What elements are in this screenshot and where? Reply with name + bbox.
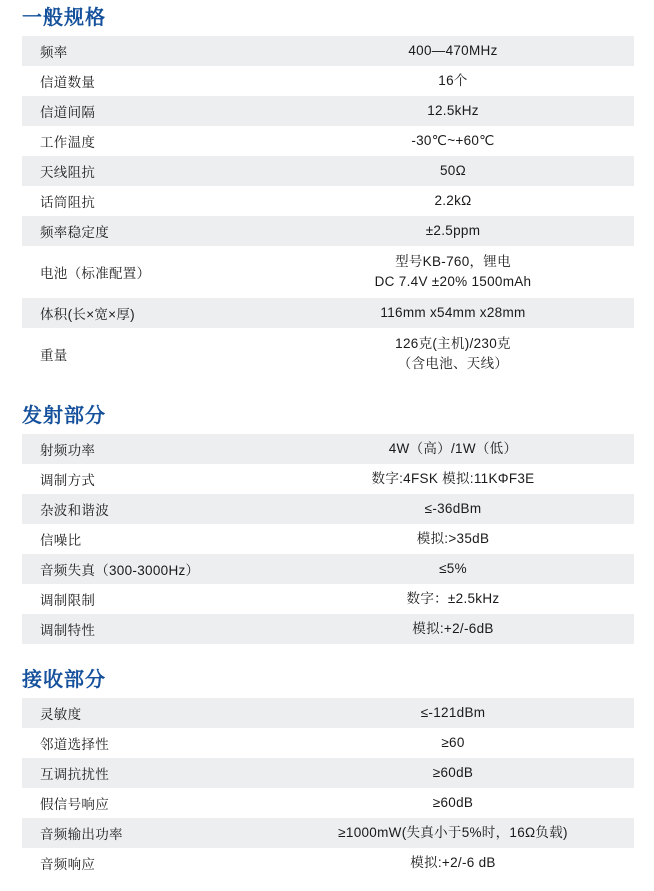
spec-label: 工作温度 — [22, 126, 272, 156]
spec-value-line: 400—470MHz — [408, 43, 498, 59]
table-row — [22, 126, 634, 156]
spec-value-line: ≤-36dBm — [424, 501, 482, 517]
table-row — [22, 434, 634, 464]
spec-value — [272, 554, 634, 584]
spec-label: 调制特性 — [22, 614, 272, 644]
spec-value — [272, 524, 634, 554]
spec-value — [272, 818, 634, 848]
spec-label: 音频失真（300-3000Hz） — [22, 554, 272, 584]
spec-label: 频率稳定度 — [22, 216, 272, 246]
spec-label: 灵敏度 — [22, 698, 272, 728]
spec-value — [272, 584, 634, 614]
spec-value-line: 12.5kHz — [427, 103, 479, 119]
table-row — [22, 156, 634, 186]
spec-label: 信噪比 — [22, 524, 272, 554]
spec-value-line: 模拟:+2/-6dB — [412, 621, 494, 637]
spec-value-line: ≥60dB — [432, 795, 474, 811]
spec-value-line: （含电池、天线） — [397, 356, 509, 371]
table-row — [22, 524, 634, 554]
spec-value — [272, 758, 634, 788]
spec-label: 信道数量 — [22, 66, 272, 96]
table-row — [22, 728, 634, 758]
spec-value-line: 数字:4FSK 模拟:11KΦF3E — [371, 471, 535, 487]
spec-value-line: 2.2kΩ — [434, 193, 472, 209]
spec-label: 天线阻抗 — [22, 156, 272, 186]
table-row — [22, 818, 634, 848]
spec-value — [272, 36, 634, 66]
spec-label: 假信号响应 — [22, 788, 272, 818]
spec-value-line: 模拟:>35dB — [416, 531, 490, 547]
table-row — [22, 614, 634, 644]
spec-value — [272, 788, 634, 818]
spec-value-line: ±2.5ppm — [425, 223, 481, 239]
table-row — [22, 216, 634, 246]
table-row — [22, 328, 634, 380]
spec-value-line: -30℃~+60℃ — [411, 133, 495, 149]
spec-label: 重量 — [22, 328, 272, 380]
spec-label: 音频响应 — [22, 848, 272, 878]
spec-table — [22, 698, 634, 878]
table-row — [22, 584, 634, 614]
spec-value — [272, 698, 634, 728]
spec-value — [272, 216, 634, 246]
spec-label: 调制方式 — [22, 464, 272, 494]
spec-value-line: DC 7.4V ±20% 1500mAh — [374, 274, 532, 289]
spec-label: 邻道选择性 — [22, 728, 272, 758]
spec-value-line: 型号KB-760，锂电 — [395, 254, 511, 270]
table-row — [22, 246, 634, 298]
spec-value — [272, 96, 634, 126]
spec-value-line: ≤-121dBm — [420, 705, 486, 721]
table-row — [22, 464, 634, 494]
spec-value — [272, 66, 634, 96]
section-title: 接收部分 — [22, 669, 106, 691]
spec-value — [272, 328, 634, 380]
spec-value-line: ≤5% — [439, 561, 467, 577]
spec-value — [272, 434, 634, 464]
spec-value — [272, 728, 634, 758]
spec-value-line: 数字：±2.5kHz — [406, 591, 500, 607]
spec-value-line: 50Ω — [439, 163, 466, 179]
spec-value-line: 模拟:+2/-6 dB — [410, 855, 496, 871]
spec-value — [272, 126, 634, 156]
table-row — [22, 36, 634, 66]
spec-table — [22, 434, 634, 644]
table-row — [22, 848, 634, 878]
spec-value — [272, 298, 634, 328]
spec-label: 体积(长×宽×厚) — [22, 298, 272, 328]
section-title: 发射部分 — [22, 405, 106, 427]
spec-value-line: 116mm x54mm x28mm — [380, 305, 526, 321]
spec-label: 话筒阻抗 — [22, 186, 272, 216]
table-row — [22, 758, 634, 788]
spec-section — [0, 644, 654, 878]
table-row — [22, 66, 634, 96]
spec-label: 信道间隔 — [22, 96, 272, 126]
table-row — [22, 298, 634, 328]
table-row — [22, 554, 634, 584]
spec-value — [272, 848, 634, 878]
section-spacer — [0, 380, 654, 404]
spec-value-line: 16个 — [438, 73, 468, 89]
spec-section — [0, 0, 654, 380]
spec-value-line: 126克(主机)/230克 — [395, 336, 511, 352]
spec-label: 音频输出功率 — [22, 818, 272, 848]
table-row — [22, 494, 634, 524]
spec-value-line: ≥60dB — [432, 765, 474, 781]
spec-section — [0, 380, 654, 644]
spec-label: 频率 — [22, 36, 272, 66]
spec-label: 杂波和谐波 — [22, 494, 272, 524]
spec-label: 调制限制 — [22, 584, 272, 614]
table-row — [22, 186, 634, 216]
spec-value — [272, 464, 634, 494]
table-row — [22, 96, 634, 126]
spec-value-line: ≥1000mW(失真小于5%时，16Ω负载) — [338, 825, 568, 841]
spec-value-line: 4W（高）/1W（低） — [388, 441, 518, 457]
section-title: 一般规格 — [22, 7, 106, 29]
spec-label: 电池（标准配置） — [22, 246, 272, 298]
spec-value — [272, 156, 634, 186]
spec-value — [272, 186, 634, 216]
table-row — [22, 698, 634, 728]
spec-label: 射频功率 — [22, 434, 272, 464]
spec-value — [272, 614, 634, 644]
spec-value-line: ≥60 — [441, 735, 465, 751]
spec-value — [272, 246, 634, 298]
spec-table — [22, 36, 634, 380]
table-row — [22, 788, 634, 818]
section-spacer — [0, 644, 654, 668]
spec-label: 互调抗扰性 — [22, 758, 272, 788]
spec-value — [272, 494, 634, 524]
